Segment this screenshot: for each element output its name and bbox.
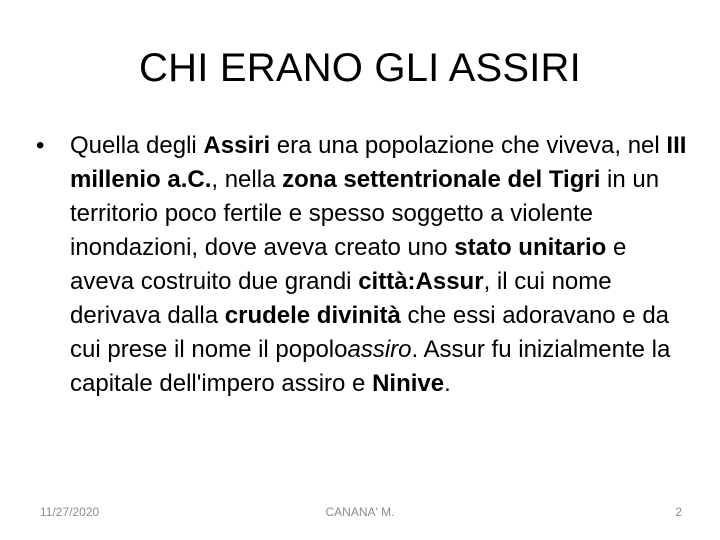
text-run: in un territorio poco fertile e spesso soggetto a violente inondazioni, dove aveva creato uno — [70, 166, 660, 261]
bullet-icon: • — [36, 132, 45, 159]
footer-page-number: 2 — [675, 505, 682, 519]
text-run: , il cui nome derivava dalla — [70, 268, 612, 329]
text-run-bold: zona settentrionale del Tigri — [282, 166, 601, 193]
slide-title: CHI ERANO GLI ASSIRI — [139, 46, 581, 90]
text-run-bold: Assiri — [203, 132, 271, 159]
bullet-item — [36, 129, 696, 401]
text-run-bold: crudele divinità — [224, 302, 401, 329]
text-run: , nella — [211, 166, 283, 193]
text-run-bold: stato unitario — [454, 234, 607, 261]
text-run: . — [444, 370, 451, 397]
footer-author: CANANA' M. — [325, 505, 395, 519]
text-run: era una popolazione che viveva, nel — [270, 132, 667, 159]
footer-date: 11/27/2020 — [40, 505, 100, 519]
text-run-bold: III millenio a.C. — [70, 132, 687, 193]
text-run: che essi adoravano e da cui prese il nome il popolo — [70, 302, 670, 363]
text-run-bold: città:Assur — [358, 268, 484, 295]
text-run: . Assur fu inizialmente la capitale dell'impero assiro e — [70, 336, 671, 397]
bullet-text — [70, 129, 696, 401]
text-run-bold: Ninive — [372, 370, 445, 397]
text-run-italic: assiro — [347, 336, 412, 363]
text-run: Quella degli — [70, 132, 204, 159]
text-run: e aveva costruito due grandi — [70, 234, 627, 295]
